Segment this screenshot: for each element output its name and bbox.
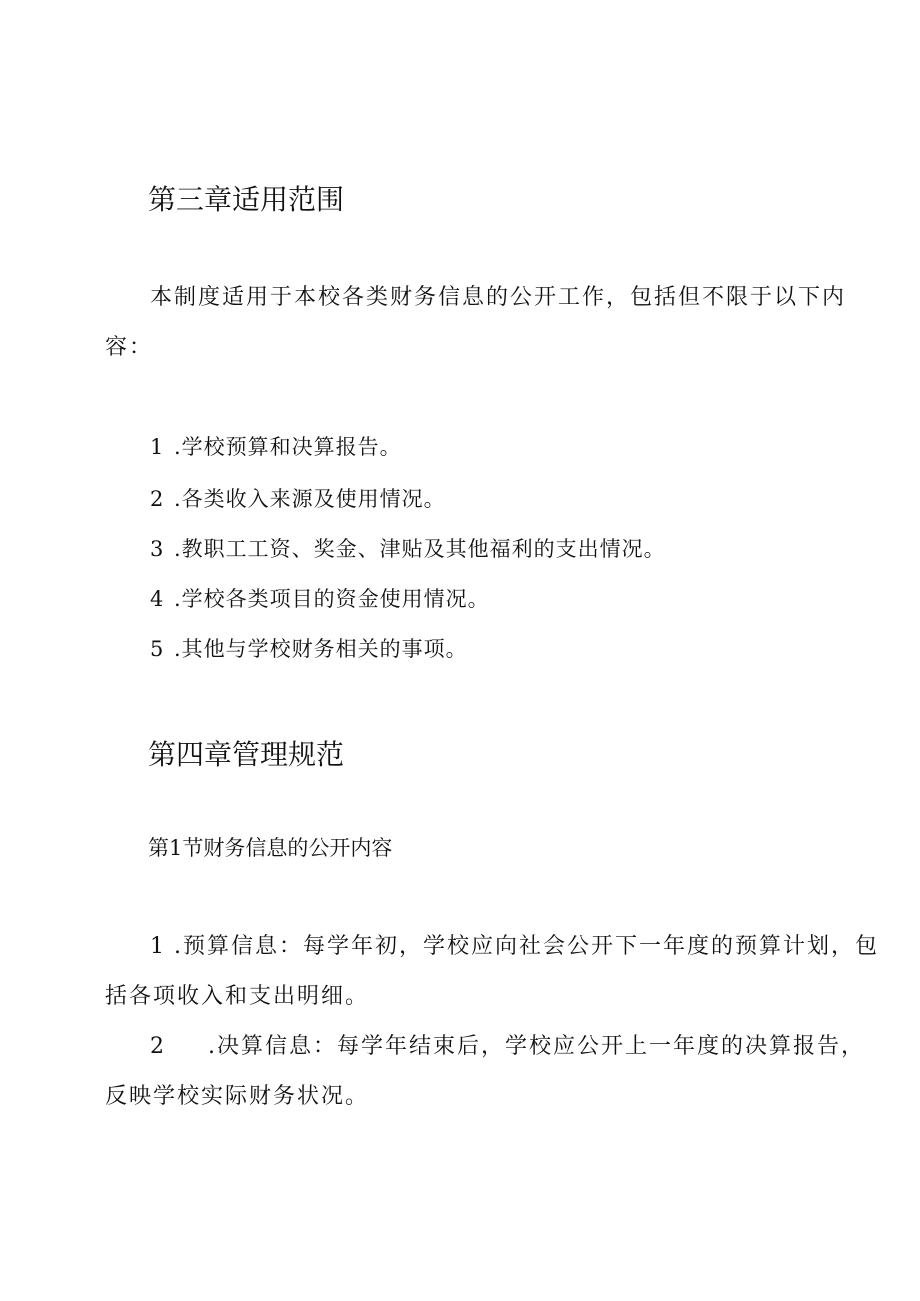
chapter-3-intro-line-1: 本制度适用于本校各类财务信息的公开工作，包括但不限于以下内 [150,285,847,310]
point-1-line-2: 括各项收入和支出明细。 [105,984,370,1009]
chapter-4-title: 第四章管理规范 [148,738,345,771]
point-1-number: 1 [150,934,166,959]
point-2-line-1 [150,1032,865,1062]
point-1-line-1 [150,932,879,962]
list-item-text: .学校各类项目的资金使用情况。 [174,587,490,611]
list-item [150,534,666,564]
point-1-text: .预算信息：每学年初，学校应向社会公开下一年度的预算计划，包 [174,934,879,959]
list-item-text: .学校预算和决算报告。 [174,435,402,459]
list-item [150,432,402,462]
list-item [150,484,446,514]
chapter-3-intro-line-2: 容： [105,335,154,360]
list-item-number: 4 [150,587,165,611]
list-item-number: 2 [150,487,165,511]
point-2-text: .决算信息：每学年结束后，学校应公开上一年度的决算报告， [208,1034,865,1059]
list-item-text: .教职工工资、奖金、津贴及其他福利的支出情况。 [174,537,666,561]
point-2-number: 2 [150,1034,166,1059]
list-item-number: 1 [150,435,165,459]
list-item [150,634,468,664]
list-item-text: .其他与学校财务相关的事项。 [174,637,468,661]
list-item-text: .各类收入来源及使用情况。 [174,487,446,511]
list-item-number: 5 [150,637,165,661]
chapter-3-title: 第三章适用范围 [148,183,345,216]
section-title: 第1节财务信息的公开内容 [148,836,393,860]
list-item [150,584,490,614]
list-item-number: 3 [150,537,165,561]
point-2-line-2: 反映学校实际财务状况。 [105,1084,370,1109]
